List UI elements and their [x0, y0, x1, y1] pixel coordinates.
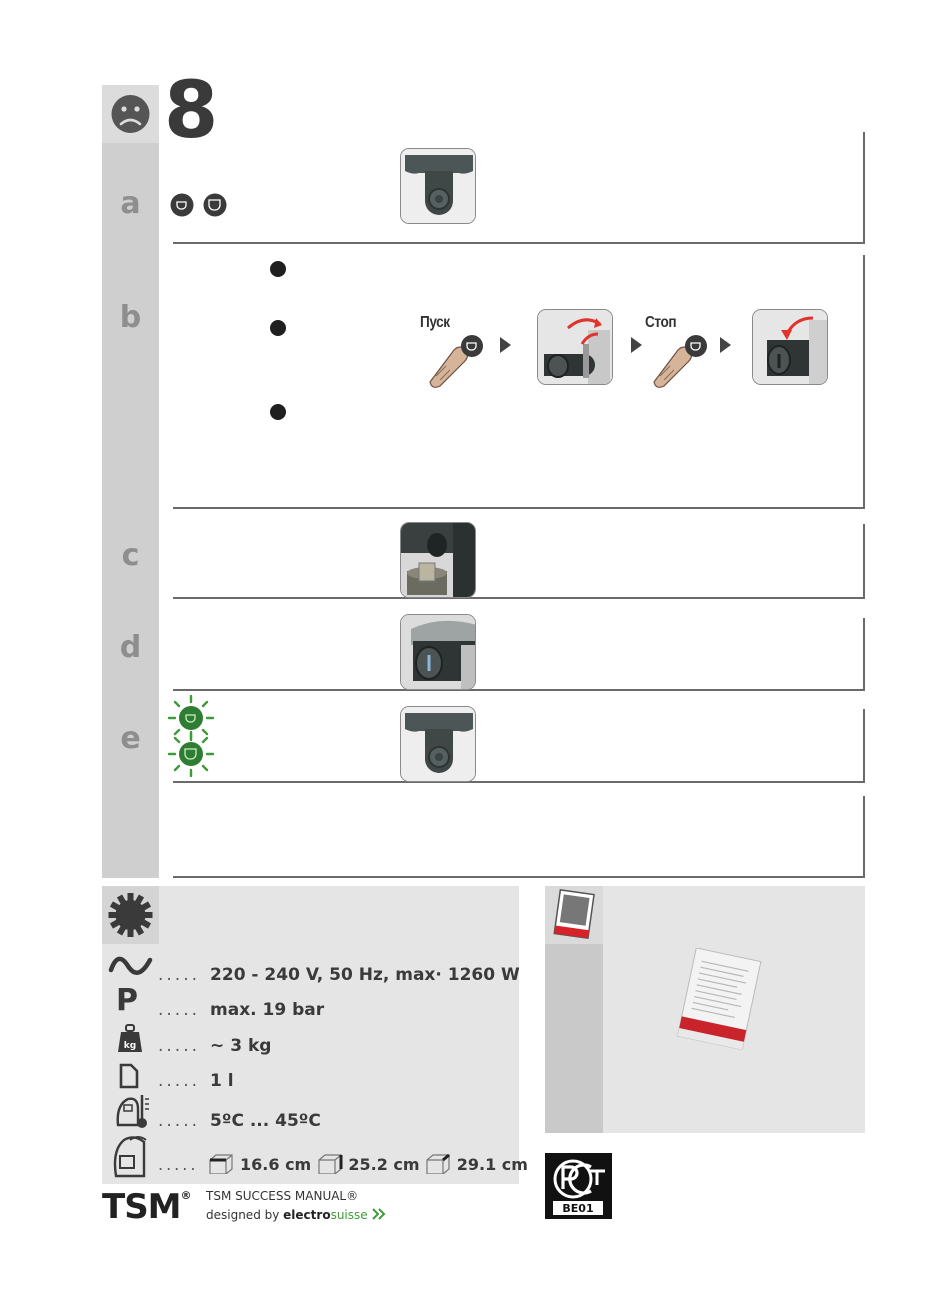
stop-label: Стоп	[645, 314, 677, 331]
step-arrow-2	[631, 337, 642, 353]
section-e-frame	[173, 709, 865, 783]
capsule-container-icon	[401, 523, 476, 598]
spec-pressure-value: max. 19 bar	[210, 1000, 325, 1020]
sad-face-icon	[102, 85, 159, 143]
lever-up-icon	[538, 310, 613, 385]
machine-top-photo	[400, 148, 476, 224]
spec-row-weight	[158, 1036, 271, 1056]
spec-row-temperature	[158, 1111, 321, 1131]
bullet-2	[270, 320, 286, 336]
lever-down-icon	[753, 310, 828, 385]
designed-by-prefix: designed by	[206, 1208, 284, 1222]
temperature-icon	[112, 1091, 152, 1131]
lever-close-photo	[752, 309, 828, 385]
water-tank-icon	[118, 1063, 140, 1089]
spec-temperature-value: 5ºC ... 45ºC	[210, 1111, 321, 1131]
sad-face-box	[102, 85, 159, 143]
section-letter-d: d	[119, 630, 142, 665]
dot-leader: .....	[158, 965, 201, 985]
booklet-box	[545, 886, 603, 944]
bullet-1	[270, 261, 286, 277]
cup-buttons-icon	[170, 193, 232, 219]
step-arrow-1	[500, 337, 511, 353]
box-height-icon	[425, 1152, 451, 1174]
spec-row-pressure	[158, 1000, 324, 1020]
capsule-eject-photo	[400, 522, 476, 598]
start-label: Пуск	[420, 314, 450, 331]
dot-leader: .....	[158, 1155, 199, 1174]
spec-weight-value: ~ 3 kg	[210, 1036, 272, 1056]
power-wave-icon	[108, 952, 154, 982]
dimension-height: 29.1 cm	[456, 1155, 528, 1174]
step-arrow-3	[720, 337, 731, 353]
tsm-logo	[102, 1187, 192, 1227]
weight-kg-icon	[117, 1024, 143, 1054]
tsm-logo-text: TSM	[102, 1187, 181, 1227]
tsm-designed-by	[206, 1207, 387, 1222]
tsm-tagline: TSM SUCCESS MANUAL®	[206, 1189, 359, 1203]
lever-side-icon	[401, 615, 476, 690]
certification-code: BE01	[562, 1202, 594, 1215]
finger-press-stop-icon	[648, 332, 710, 388]
blinking-cup-large-icon	[168, 731, 214, 777]
dot-leader: .....	[158, 1036, 201, 1056]
lever-closed-side-photo	[400, 614, 476, 690]
specifications-panel	[102, 886, 519, 1184]
lever-closed-icon	[401, 149, 476, 224]
pressure-p-icon: P	[116, 983, 138, 1018]
certification-mark	[545, 1153, 612, 1219]
lever-lift-photo	[537, 309, 613, 385]
bullet-3	[270, 404, 286, 420]
booklet-icon	[545, 886, 603, 944]
box-depth-icon	[317, 1152, 343, 1174]
finger-press-start-icon	[424, 332, 486, 388]
section-letter-e: e	[120, 721, 141, 756]
double-chevron-icon	[371, 1207, 387, 1221]
section-letter-c: c	[121, 538, 140, 573]
section-a-frame	[173, 132, 865, 244]
page-number: 8	[164, 66, 216, 156]
dot-leader: .....	[158, 1000, 201, 1020]
accessories-column	[545, 943, 603, 1133]
lever-closed-icon-2	[401, 707, 476, 782]
tsm-registered-mark: ®	[180, 1189, 192, 1202]
gear-box	[102, 886, 159, 944]
machine-top-photo-2	[400, 706, 476, 782]
machine-dimensions-icon	[110, 1132, 152, 1180]
brand-electro: electro	[283, 1208, 331, 1222]
dimension-depth: 25.2 cm	[348, 1155, 420, 1174]
dimension-width: 16.6 cm	[240, 1155, 312, 1174]
brand-suisse: suisse	[330, 1208, 368, 1222]
dot-leader: .....	[158, 1071, 201, 1091]
spec-water-value: 1 l	[210, 1071, 234, 1091]
weight-badge-text: kg	[123, 1041, 137, 1051]
section-letter-a: a	[120, 186, 141, 221]
spec-row-power	[158, 965, 520, 985]
section-d-frame	[173, 618, 865, 691]
section-note-frame	[173, 796, 865, 878]
section-letter-b: b	[119, 300, 142, 335]
section-c-frame	[173, 524, 865, 599]
descaling-kit-icon	[672, 948, 768, 1052]
dot-leader: .....	[158, 1111, 201, 1131]
box-width-icon	[208, 1152, 234, 1174]
spec-row-dimensions	[158, 1152, 528, 1174]
pct-certification-icon	[545, 1153, 612, 1219]
spec-row-water	[158, 1071, 234, 1091]
gear-icon	[102, 886, 159, 944]
spec-power-value: 220 - 240 V, 50 Hz, max· 1260 W	[210, 965, 520, 985]
